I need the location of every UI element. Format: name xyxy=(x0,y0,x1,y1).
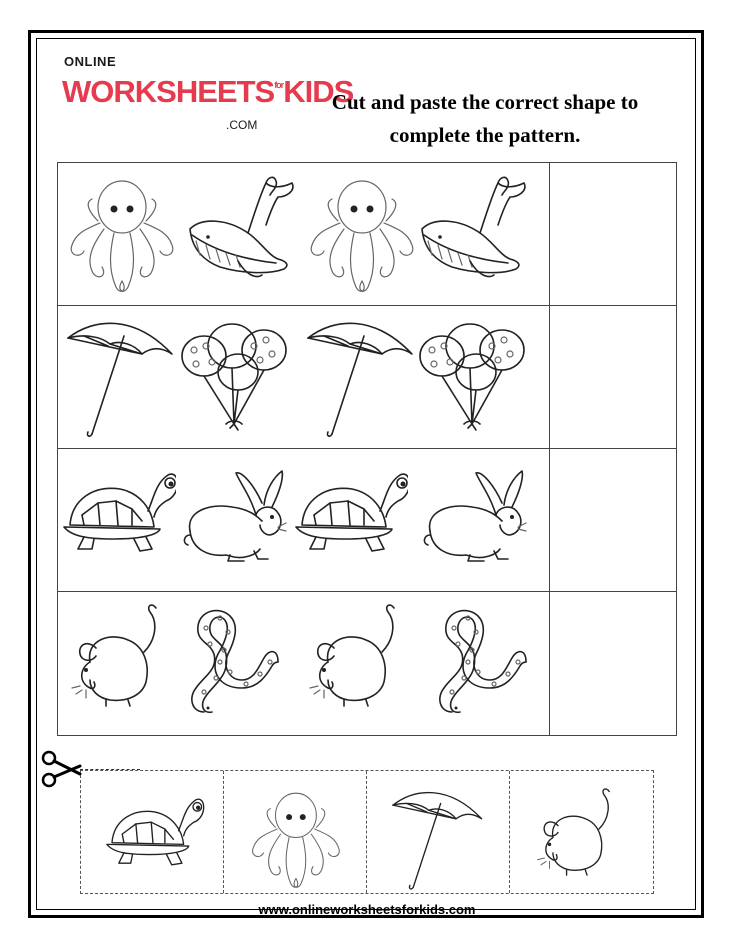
mouse-icon xyxy=(304,592,420,735)
mouse-icon xyxy=(66,592,182,735)
answer-box-2[interactable] xyxy=(550,306,676,449)
turtle-icon xyxy=(292,449,408,592)
cut-piece-turtle[interactable] xyxy=(81,771,224,893)
logo-com-text: .COM xyxy=(226,118,258,132)
page-title xyxy=(300,86,670,152)
snake-icon xyxy=(174,592,290,735)
answer-box-4[interactable] xyxy=(550,592,676,735)
umbrella-icon xyxy=(64,306,180,449)
rabbit-icon xyxy=(174,449,290,592)
cut-piece-mouse[interactable] xyxy=(510,771,653,893)
pattern-row-3 xyxy=(58,449,676,592)
logo-kids: KIDS xyxy=(283,74,354,109)
balloons-icon xyxy=(412,306,528,449)
logo-worksheets: WORKSHEETS xyxy=(62,74,275,109)
turtle-icon xyxy=(60,449,176,592)
whale-icon xyxy=(182,163,298,306)
site-logo xyxy=(62,52,354,136)
cut-out-strip xyxy=(80,770,654,894)
umbrella-icon xyxy=(304,306,420,449)
answer-box-3[interactable] xyxy=(550,449,676,592)
balloons-icon xyxy=(174,306,290,449)
answer-box-1[interactable] xyxy=(550,163,676,306)
cut-piece-umbrella[interactable] xyxy=(367,771,510,893)
pattern-row-1 xyxy=(58,163,676,306)
pattern-row-4 xyxy=(58,592,676,735)
title-line-2: complete the pattern. xyxy=(389,123,581,147)
rabbit-icon xyxy=(414,449,530,592)
octopus-icon xyxy=(304,163,420,306)
footer-url: www.onlineworksheetsforkids.com xyxy=(258,902,476,914)
pattern-row-2 xyxy=(58,306,676,449)
pattern-grid xyxy=(57,162,677,736)
octopus-icon xyxy=(64,163,180,306)
snake-icon xyxy=(422,592,538,735)
logo-online-text: ONLINE xyxy=(64,54,117,69)
cut-piece-octopus[interactable] xyxy=(224,771,367,893)
whale-icon xyxy=(414,163,530,306)
scissors-icon xyxy=(40,748,82,790)
logo-for: for xyxy=(274,80,284,90)
title-line-1: Cut and paste the correct shape to xyxy=(331,90,639,114)
